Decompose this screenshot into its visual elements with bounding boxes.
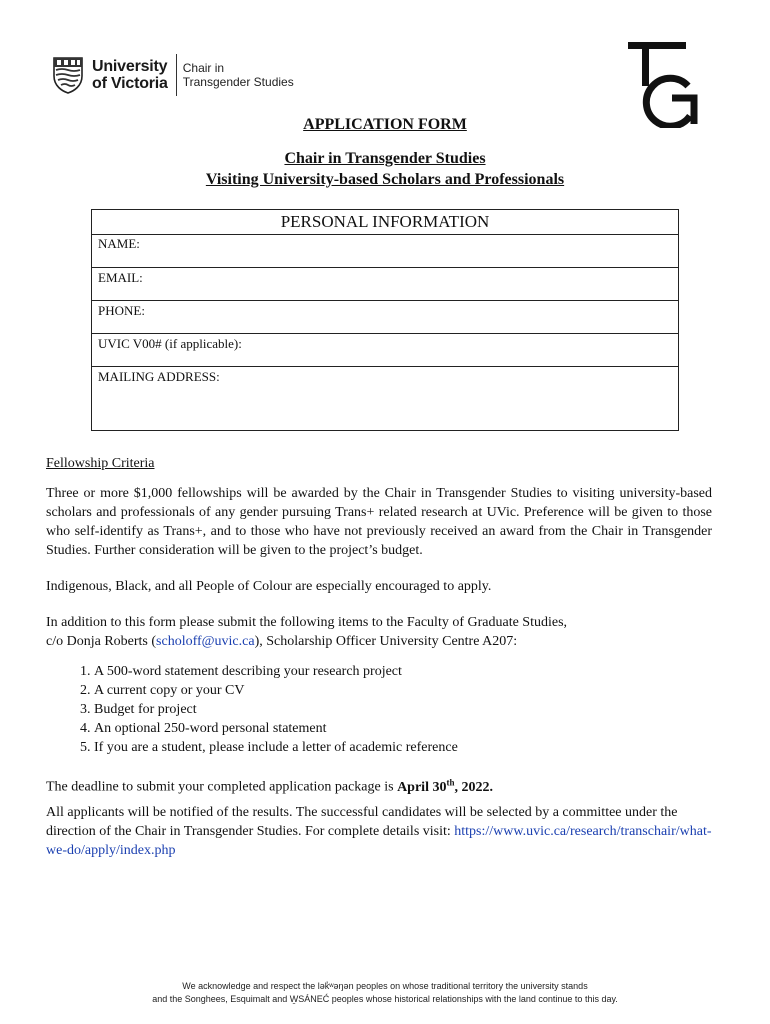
submission-line-2-end: ), Scholarship Officer University Centre A207: [254, 634, 518, 649]
encouragement-paragraph: Indigenous, Black, and all People of Colour are especially encouraged to apply. [46, 579, 492, 594]
chair-name-line1: Chair in [182, 61, 225, 75]
uvic-id-field[interactable]: UVIC V00# (if applicable): [92, 334, 678, 367]
university-name-line2: of Victoria [92, 75, 168, 92]
land-acknowledgement-line-2: and the Songhees, Esquimalt and W̱SÁNEĆ peoples whose historical relationships with the land continue to this day. [152, 994, 618, 1004]
form-subtitle-2: Visiting University-based Scholars and Professionals [205, 171, 565, 188]
list-item: 1. A 500-word statement describing your research project [94, 662, 714, 681]
submission-line-1: In addition to this form please submit the following items to the Faculty of Graduate Studies, [46, 615, 568, 630]
list-item: 3. Budget for project [94, 700, 714, 719]
personal-information-heading: PERSONAL INFORMATION [92, 210, 678, 235]
deadline-statement [46, 773, 712, 797]
scholarship-email-link[interactable]: scholoff@uvic.ca [156, 634, 255, 649]
email-field[interactable]: EMAIL: [92, 268, 678, 301]
header [52, 50, 294, 100]
deadline-text: The deadline to submit your completed application package is [46, 779, 398, 795]
tg-logo-icon [620, 38, 702, 128]
criteria-paragraph: Three or more $1,000 fellowships will be awarded by the Chair in Transgender Studies to visiting university-based scholars and professionals of any gender pursuing Trans+ related research at UVic. Preference will be given to those who self-identify as Trans+, and to those who have not previously received an award from the Chair in Transgender Studies. Further consideration will be given to the project’s budget. [46, 486, 712, 558]
land-acknowledgement [0, 980, 770, 1006]
personal-information-table [91, 209, 679, 431]
deadline-date: April 30th, 2022. [397, 777, 493, 795]
form-subtitle-1: Chair in Transgender Studies [284, 150, 486, 167]
university-crest-icon [52, 56, 84, 94]
chair-name-line2: Transgender Studies [182, 75, 294, 89]
university-name [92, 58, 168, 92]
land-acknowledgement-line-1: We acknowledge and respect the lək̓ʷəŋən peoples on whose traditional territory the university stands [182, 981, 588, 991]
chair-name [183, 61, 294, 89]
submission-line-2 [46, 632, 712, 651]
list-item: 5. If you are a student, please include a letter of academic reference [94, 738, 714, 757]
results-text: All applicants will be notified of the results. The successful candidates will be selected by a committee under the direction of the Chair in Transgender Studies. For complete details visit: [46, 805, 678, 839]
university-name-line1: University [92, 58, 168, 75]
list-item: 2. A current copy or your CV [94, 681, 714, 700]
results-statement [46, 803, 712, 860]
header-divider [176, 54, 177, 96]
form-title: APPLICATION FORM [303, 116, 467, 133]
phone-field[interactable]: PHONE: [92, 301, 678, 334]
criteria-heading: Fellowship Criteria [46, 456, 155, 471]
mailing-address-field[interactable]: MAILING ADDRESS: [98, 369, 220, 384]
name-field[interactable]: NAME: [92, 235, 678, 268]
list-item: 4. An optional 250-word personal statement [94, 719, 714, 738]
details-link[interactable]: https://www.uvic.ca/research/transchair/what-we-do/apply/index.php [46, 824, 712, 858]
required-items-list [46, 662, 714, 757]
submission-instructions [46, 613, 712, 651]
submission-line-2-start: c/o Donja Roberts ( [46, 634, 157, 649]
